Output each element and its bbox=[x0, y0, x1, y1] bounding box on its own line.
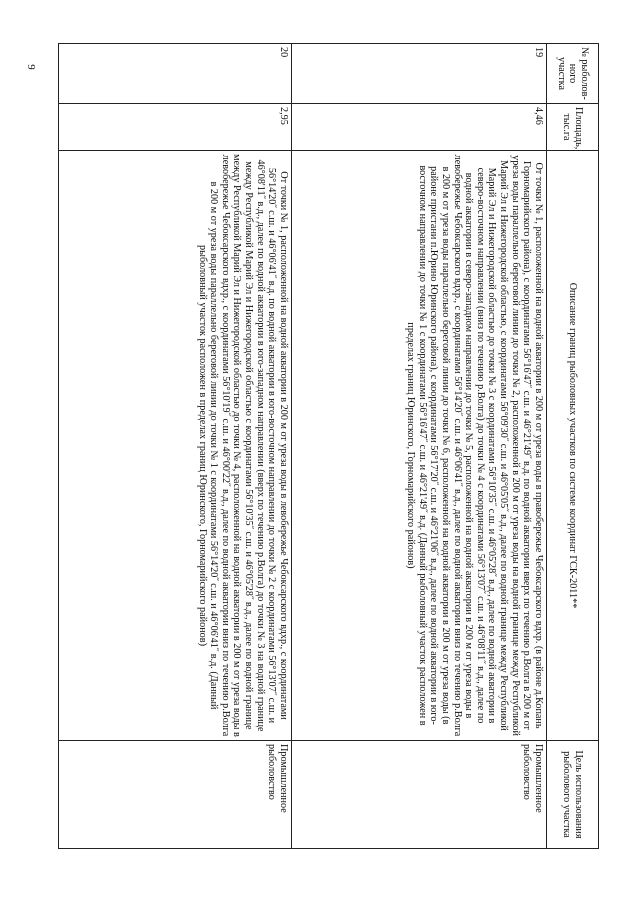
cell-usage-purpose: Промышленное рыболовство bbox=[59, 741, 292, 849]
cell-area-number: 20 bbox=[59, 44, 292, 104]
fishing-areas-table bbox=[58, 43, 599, 849]
cell-boundary-description: От точки № 1, расположенной на водной акватории в 200 м от уреза воды в левобережье Чебоксарского вдхр., с координатами 56°14'20˝ с.ш. и 46°06'41˝ в.д. по водной акватории в юго-восточном направлении до точки № 2 с координатами 56°13'07˝ с.ш. и 46°08'11˝ в.д., далее по водной акватории в юго-западном направлении (вверх по течению р.Волга) до точки № 3 на водной границе между Республикой Марий Эл и Нижегородской областью с координатами 56°10'35˝ с.ш. и 46°05'28˝ в.д., далее по водной границе между Республикой Марий Эл и Нижегородской областью до точки № 4, расположенной на водной акватории в 200 м от уреза воды в левобережье Чебоксарского вдхр., с координатами 56°10'19˝ с.ш. и 46°00'22˝ в.д., далее по водной акватории вниз по течению р.Волга в 200 м от уреза воды параллельно береговой линии до точки № 1 с координатами 56°14'20˝ с.ш. и 46°06'41˝ в.д. (Данный рыболовный участок расположен в пределах границ Юринского, Горномарийского районов) bbox=[59, 151, 292, 741]
table-header-row bbox=[547, 44, 599, 849]
rotated-table-container bbox=[59, 43, 599, 848]
table-row bbox=[59, 44, 292, 849]
table-row bbox=[292, 44, 547, 849]
cell-area-number: 19 bbox=[292, 44, 547, 104]
header-area-number: № рыболов-ного участка bbox=[547, 44, 599, 104]
header-usage-purpose: Цель использования рыболового участка bbox=[547, 741, 599, 849]
cell-area-size: 2,95 bbox=[59, 104, 292, 151]
page-number: 9 bbox=[25, 64, 37, 70]
cell-area-size: 4,46 bbox=[292, 104, 547, 151]
header-area-size: Площадь, тыс.га bbox=[547, 104, 599, 151]
cell-boundary-description: От точки № 1, расположенной на водной акватории в 200 м от уреза воды в правобережье Чебоксарского вдхр. (в районе д.Копань Горномарийского района), с координатами 56°16'47˝ с.ш. и 46°21'49˝ в.д. по водной акватории вверх по течению р.Волга в 200 м от уреза воды параллельно береговой линии до точки № 2, расположенной в 200 м от уреза воды на водной границе между Республикой Марий Эл и Нижегородской областью, с координатами 56°09'30˝ с.ш. и 46°05'05˝ в.д., далее по водной границе между Республикой Марий Эл и Нижегородской областью до точки № 3 с координатами 56°10'35˝ с.ш. и 46°05'28˝ в.д., далее по водной акватории в северо-восточном направлении (вниз по течению р.Волга) до точки № 4 с координатами 56°13'07˝ с.ш. и 46°08'11˝ в.д., далее по водной акватории в северо-западном направлении до точки № 5, расположенной на водной акватории в 200 м от уреза воды в левобережье Чебоксарского вдхр., с координатами 56°14'20˝ с.ш. и 46°06'41˝ в.д., далее по водной акватории вниз по течению р.Волга в 200 м от уреза воды параллельно береговой линии до точки № 6, расположенной на водной акватории в 200 м от уреза воды (в районе пристани п.Юрино Юринского района), с координатами 56°17'20˝ с.ш. и 46°21'06˝ в.д., далее по водной акватории в юго-восточном направлении до точки № 1 с координатами 56°16'47˝ с.ш. и 46°21'49˝ в.д. (Данный рыболовный участок расположен в пределах границ Юринского, Горномарийского районов) bbox=[292, 151, 547, 741]
cell-usage-purpose: Промышленное рыболовство bbox=[292, 741, 547, 849]
header-boundary-description: Описание границ рыболовных участков по системе координат ГСК-2011** bbox=[547, 151, 599, 741]
